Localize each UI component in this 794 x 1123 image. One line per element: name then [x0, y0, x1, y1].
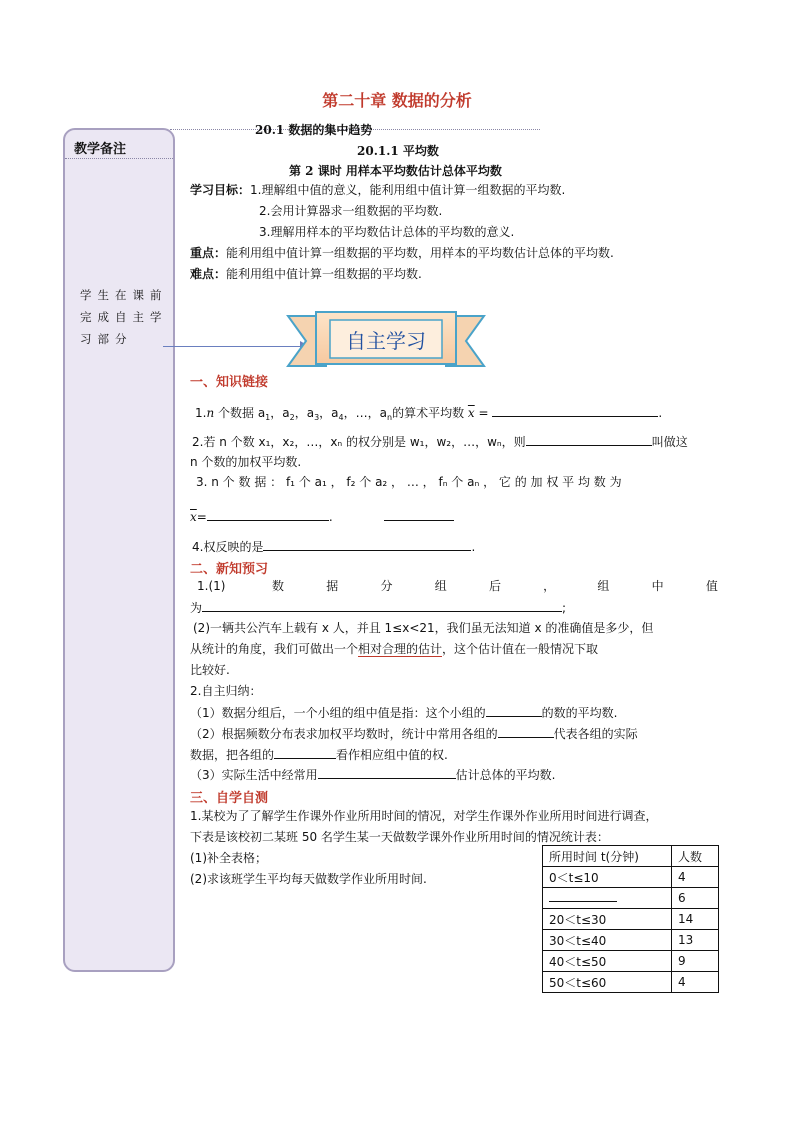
table-cell: 0＜t≤10: [543, 867, 672, 888]
q1-text: 个数据 a: [214, 406, 266, 420]
x-bar: $\overline{x}$: [467, 406, 475, 420]
word: 数: [272, 579, 285, 593]
table-cell: 20＜t≤30: [543, 909, 672, 930]
chapter-title: 第二十章 数据的分析: [322, 91, 472, 110]
knowledge-q2-line2: n 个数的加权平均数.: [190, 455, 302, 469]
section-title: 20.1 数据的集中趋势: [255, 123, 373, 137]
preview-q2-2b: [190, 746, 448, 763]
word: 分: [380, 579, 393, 593]
new-preview-heading: 二、新知预习: [190, 562, 269, 577]
lesson-title: 第 2 课时 用样本平均数估计总体平均数: [289, 164, 502, 178]
teaching-notes-sidebar: [63, 128, 175, 972]
word: 组: [434, 579, 447, 593]
table-row: [543, 888, 719, 909]
word: 后: [488, 579, 501, 593]
objectives-label: 学习目标：: [190, 183, 251, 197]
q2-1-pre: （1）数据分组后，一个小组的组中值是指：这个小组的: [190, 706, 486, 720]
objective-1: 1.理解组中值的意义，能利用组中值计算一组数据的平均数.: [250, 183, 566, 197]
table-header-row: [543, 846, 719, 867]
table-row: [543, 972, 719, 993]
self-study-banner: [286, 306, 486, 376]
objective-3: 3.理解用样本的平均数估计总体的平均数的意义.: [259, 225, 515, 239]
knowledge-q3-line2: $\overline{x}=$ .: [190, 508, 454, 525]
q1-n: n: [206, 406, 215, 420]
preview-q2-2-blank[interactable]: [498, 725, 554, 738]
banner-label: 自主学习: [346, 329, 426, 353]
table-row: [543, 909, 719, 930]
key-label: 重点：: [190, 246, 227, 260]
key-text: 能利用组中值计算一组数据的平均数，用样本的平均数估计总体的平均数.: [226, 246, 614, 260]
table-cell: 50＜t≤60: [543, 972, 672, 993]
q2-3-post: 估计总体的平均数.: [455, 768, 556, 782]
table-cell: 9: [672, 951, 719, 972]
q2-2b-post: 看作相应组中值的权.: [336, 748, 448, 762]
semicolon: ;: [562, 601, 567, 615]
knowledge-q3: 3. n 个 数 据 ： f₁ 个 a₁ ， f₂ 个 a₂ ， … ， fₙ 个 aₙ ， 它 的 加 权 平 均 数 为: [196, 475, 622, 489]
table-header: 人数: [672, 846, 719, 867]
q3-blank-2[interactable]: [384, 508, 454, 521]
preview-q2-2: [190, 725, 638, 742]
arrow-line: [163, 346, 303, 347]
table-cell: 4: [672, 972, 719, 993]
difficult-point: [190, 266, 422, 282]
preview-q1-blank[interactable]: [202, 599, 562, 612]
preview-q2: 2.自主归纳：: [190, 684, 262, 698]
q1-2b-pre: 从统计的角度，我们可做出一个: [190, 642, 359, 656]
word: 中: [651, 579, 664, 593]
self-test-task-2: (2)求该班学生平均每天做数学作业所用时间.: [190, 872, 427, 886]
knowledge-q2: [192, 433, 688, 450]
preview-q1-2b: [190, 641, 598, 657]
word: ，: [543, 579, 556, 593]
word: 值: [705, 579, 718, 593]
table-row: [543, 951, 719, 972]
table-header: 所用时间 t(分钟): [543, 846, 672, 867]
table-row: [543, 867, 719, 888]
table-blank-cell[interactable]: [543, 888, 672, 909]
q1-num: 1.: [195, 406, 207, 420]
q2-2b-pre: 数据，把各组的: [190, 748, 275, 762]
q2-tail: 叫做这: [651, 435, 688, 449]
key-point: [190, 245, 614, 261]
table-cell: 14: [672, 909, 719, 930]
self-test-task-1: (1)补全表格；: [190, 851, 267, 865]
table-cell: 30＜t≤40: [543, 930, 672, 951]
objectives: [190, 182, 565, 198]
q4-blank[interactable]: [263, 538, 471, 551]
preview-q2-2b-blank[interactable]: [274, 746, 336, 759]
table-blank[interactable]: [549, 891, 617, 902]
q1-blank[interactable]: [492, 404, 658, 417]
table-cell: 13: [672, 930, 719, 951]
q2-3-pre: （3）实际生活中经常用: [190, 768, 318, 782]
q2-blank[interactable]: [526, 433, 652, 446]
subsection-title: 20.1.1 平均数: [357, 144, 439, 158]
q3-eq: =: [196, 510, 207, 524]
wei: 为: [190, 601, 203, 615]
table-cell: 40＜t≤50: [543, 951, 672, 972]
self-test-heading: 三、自学自测: [190, 791, 269, 806]
sidebar-divider: [65, 158, 173, 159]
knowledge-q4: 4.权反映的是 .: [192, 540, 476, 554]
preview-q2-1-blank[interactable]: [486, 704, 542, 717]
preview-q2-3: [190, 766, 555, 783]
preview-q2-1: [190, 704, 617, 721]
self-test-intro-2: 下表是该校初二某班 50 名学生某一天做数学课外作业所用时间的情况统计表：: [190, 830, 609, 844]
word: 据: [326, 579, 339, 593]
q2-1-post: 的数的平均数.: [541, 706, 618, 720]
q3-blank-1[interactable]: [207, 508, 329, 521]
sidebar-header: 教学备注: [74, 142, 127, 157]
q2-2-post: 代表各组的实际: [553, 727, 638, 741]
q2-2-pre: （2）根据频数分布表求加权平均数时，统计中常用各组的: [190, 727, 498, 741]
preview-q1-label: 1.(1): [197, 579, 226, 593]
preview-q1-line2: [190, 599, 566, 616]
q1-2b-post: ，这个估计值在一般情况下取: [442, 642, 599, 656]
knowledge-q1: 1.n 个数据 $a_1$，$a_2$，$a_3$，$a_4$，…，$a_n$的算术平均数 $\overline{x}$ = .: [195, 406, 663, 422]
preview-q1-2: (2)一辆共公汽车上载有 x 人，并且 1≤x<21，我们虽无法知道 x 的准确值是多少，但: [193, 621, 654, 635]
table-row: [543, 930, 719, 951]
table-cell: 4: [672, 867, 719, 888]
sidebar-note: 学生在课前完成自主学习部分: [80, 288, 168, 346]
preview-q1-words: [272, 578, 718, 594]
self-test-intro-1: 1.某校为了了解学生作课外作业所用时间的情况，对学生作课外作业所用时间进行调查，: [190, 809, 658, 823]
difficult-text: 能利用组中值计算一组数据的平均数.: [226, 267, 422, 281]
knowledge-links-heading: 一、知识链接: [190, 375, 269, 390]
q1-eq: =: [474, 406, 489, 420]
q2-text: 2.若 n 个数 x₁，x₂，…，xₙ 的权分别是 w₁，w₂，…，wₙ，则: [192, 435, 526, 449]
table-cell: 6: [672, 888, 719, 909]
q3-x-bar: $\overline{x}$: [190, 510, 197, 524]
preview-q1-2c: 比较好.: [190, 663, 230, 677]
word: 组: [597, 579, 610, 593]
time-stats-table: [542, 845, 719, 993]
q1-text2: 的算术平均数: [392, 406, 465, 420]
difficult-label: 难点：: [190, 267, 227, 281]
q4-text: 4.权反映的是: [192, 540, 264, 554]
objective-2: 2.会用计算器求一组数据的平均数.: [259, 204, 443, 218]
preview-q2-3-blank[interactable]: [318, 766, 456, 779]
q1-2b-underlined: 相对合理的估计: [358, 642, 443, 656]
